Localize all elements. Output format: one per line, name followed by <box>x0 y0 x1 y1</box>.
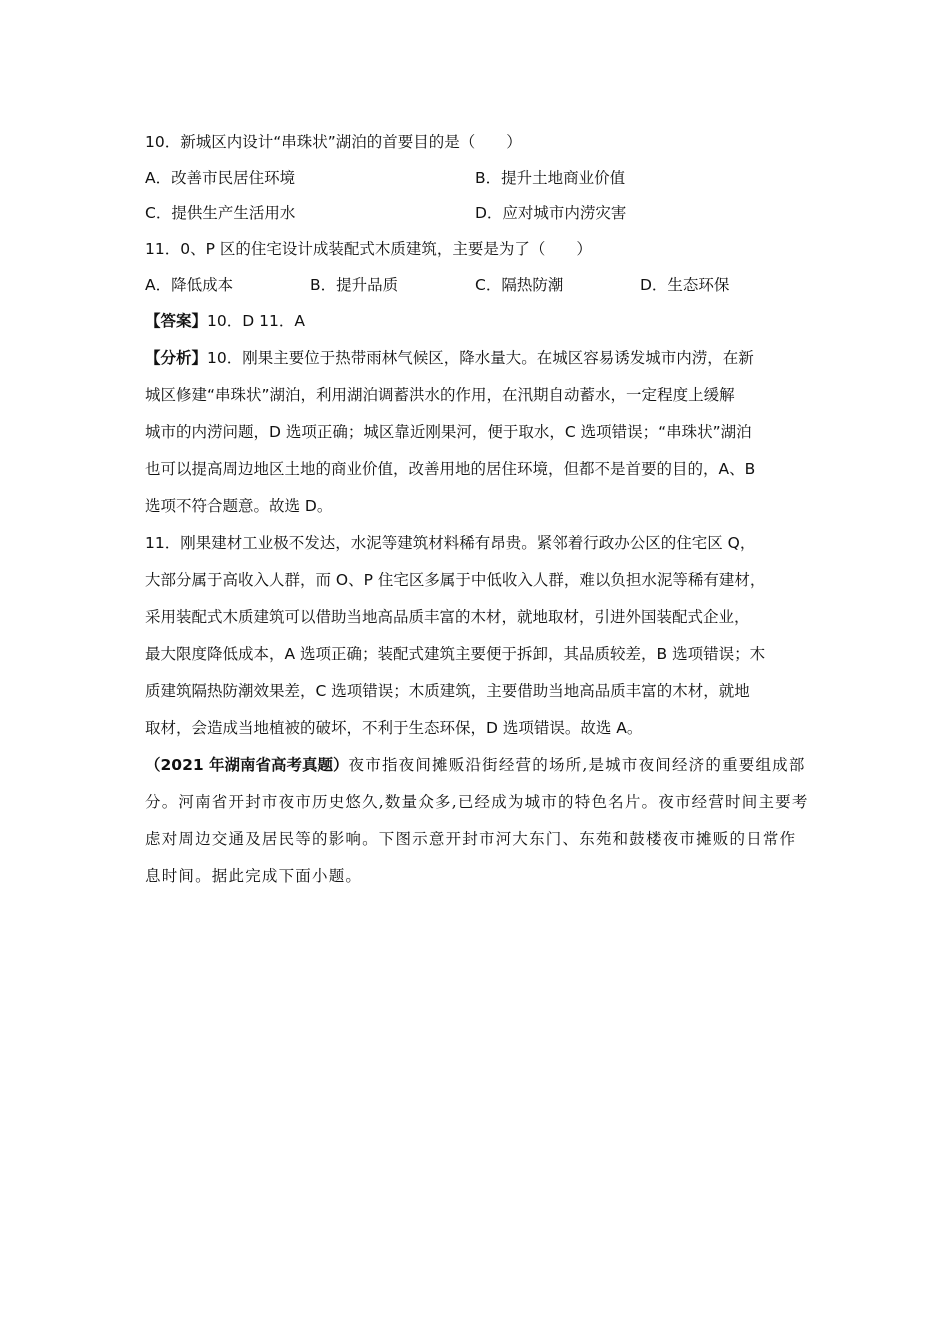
answer-label: 【答案】 <box>145 312 208 330</box>
intro-line: 虑对周边交通及居民等的影响。下图示意开封市河大东门、东苑和鼓楼夜市摊贩的日常作 <box>145 830 797 848</box>
intro-line <box>145 747 825 784</box>
question-10-options-row-2 <box>145 196 825 231</box>
question-11-option-d: D．生态环保 <box>640 276 730 294</box>
answer-text: 10．D 11．A <box>207 312 305 330</box>
analysis-line: 11．刚果建材工业极不发达，水泥等建筑材料稀有昂贵。紧邻着行政办公区的住宅区 Q， <box>145 534 756 552</box>
analysis-line: 取材，会造成当地植被的破坏，不利于生态环保，D 选项错误。故选 A。 <box>145 719 643 737</box>
question-10-option-a: A．改善市民居住环境 <box>145 169 296 187</box>
analysis-text: 10．刚果主要位于热带雨林气候区，降水量大。在城区容易诱发城市内涝，在新 <box>207 349 754 367</box>
question-source: （2021 年湖南省高考真题） <box>145 756 349 774</box>
intro-text: 夜市指夜间摊贩沿街经营的场所,是城市夜间经济的重要组成部 <box>348 756 806 774</box>
question-10-options-row-1 <box>145 161 825 196</box>
question-11-option-a: A．降低成本 <box>145 276 234 294</box>
question-11-options-row <box>145 268 825 303</box>
next-question-intro <box>145 747 825 895</box>
question-11-option-c: C．隔热防潮 <box>475 276 564 294</box>
analysis-line: 大部分属于高收入人群，而 O、P 住宅区多属于中低收入人群，难以负担水泥等稀有建材， <box>145 571 766 589</box>
analysis-line <box>145 340 825 377</box>
analysis-q10 <box>145 340 825 525</box>
analysis-label: 【分析】 <box>145 349 208 367</box>
question-10-option-b: B．提升土地商业价值 <box>475 169 626 187</box>
analysis-line: 城市的内涝问题，D 选项正确；城区靠近刚果河，便于取水，C 选项错误；“串珠状”湖泊 <box>145 423 752 441</box>
question-10-stem: 10．新城区内设计“串珠状”湖泊的首要目的是（ ） <box>145 133 522 151</box>
analysis-q11 <box>145 525 825 747</box>
analysis-line: 质建筑隔热防潮效果差，C 选项错误；木质建筑，主要借助当地高品质丰富的木材，就地 <box>145 682 750 700</box>
analysis-line: 选项不符合题意。故选 D。 <box>145 497 333 515</box>
intro-line: 息时间。据此完成下面小题。 <box>145 867 363 885</box>
analysis-line: 采用装配式木质建筑可以借助当地高品质丰富的木材，就地取材，引进外国装配式企业， <box>145 608 750 626</box>
question-10-option-c: C．提供生产生活用水 <box>145 204 296 222</box>
analysis-line: 也可以提高周边地区土地的商业价值，改善用地的居住环境，但都不是首要的目的，A、B <box>145 460 756 478</box>
question-11-option-b: B．提升品质 <box>310 276 399 294</box>
intro-line: 分。河南省开封市夜市历史悠久,数量众多,已经成为城市的特色名片。夜市经营时间主要考 <box>145 793 809 811</box>
analysis-line: 最大限度降低成本，A 选项正确；装配式建筑主要便于拆卸，其品质较差，B 选项错误；木 <box>145 645 766 663</box>
answer-line <box>145 303 825 340</box>
analysis-line: 城区修建“串珠状”湖泊，利用湖泊调蓄洪水的作用，在汛期自动蓄水，一定程度上缓解 <box>145 386 735 404</box>
document-content <box>145 124 825 895</box>
question-10-option-d: D．应对城市内涝灾害 <box>475 204 627 222</box>
question-11-stem: 11．0、P 区的住宅设计成装配式木质建筑，主要是为了（ ） <box>145 240 592 258</box>
